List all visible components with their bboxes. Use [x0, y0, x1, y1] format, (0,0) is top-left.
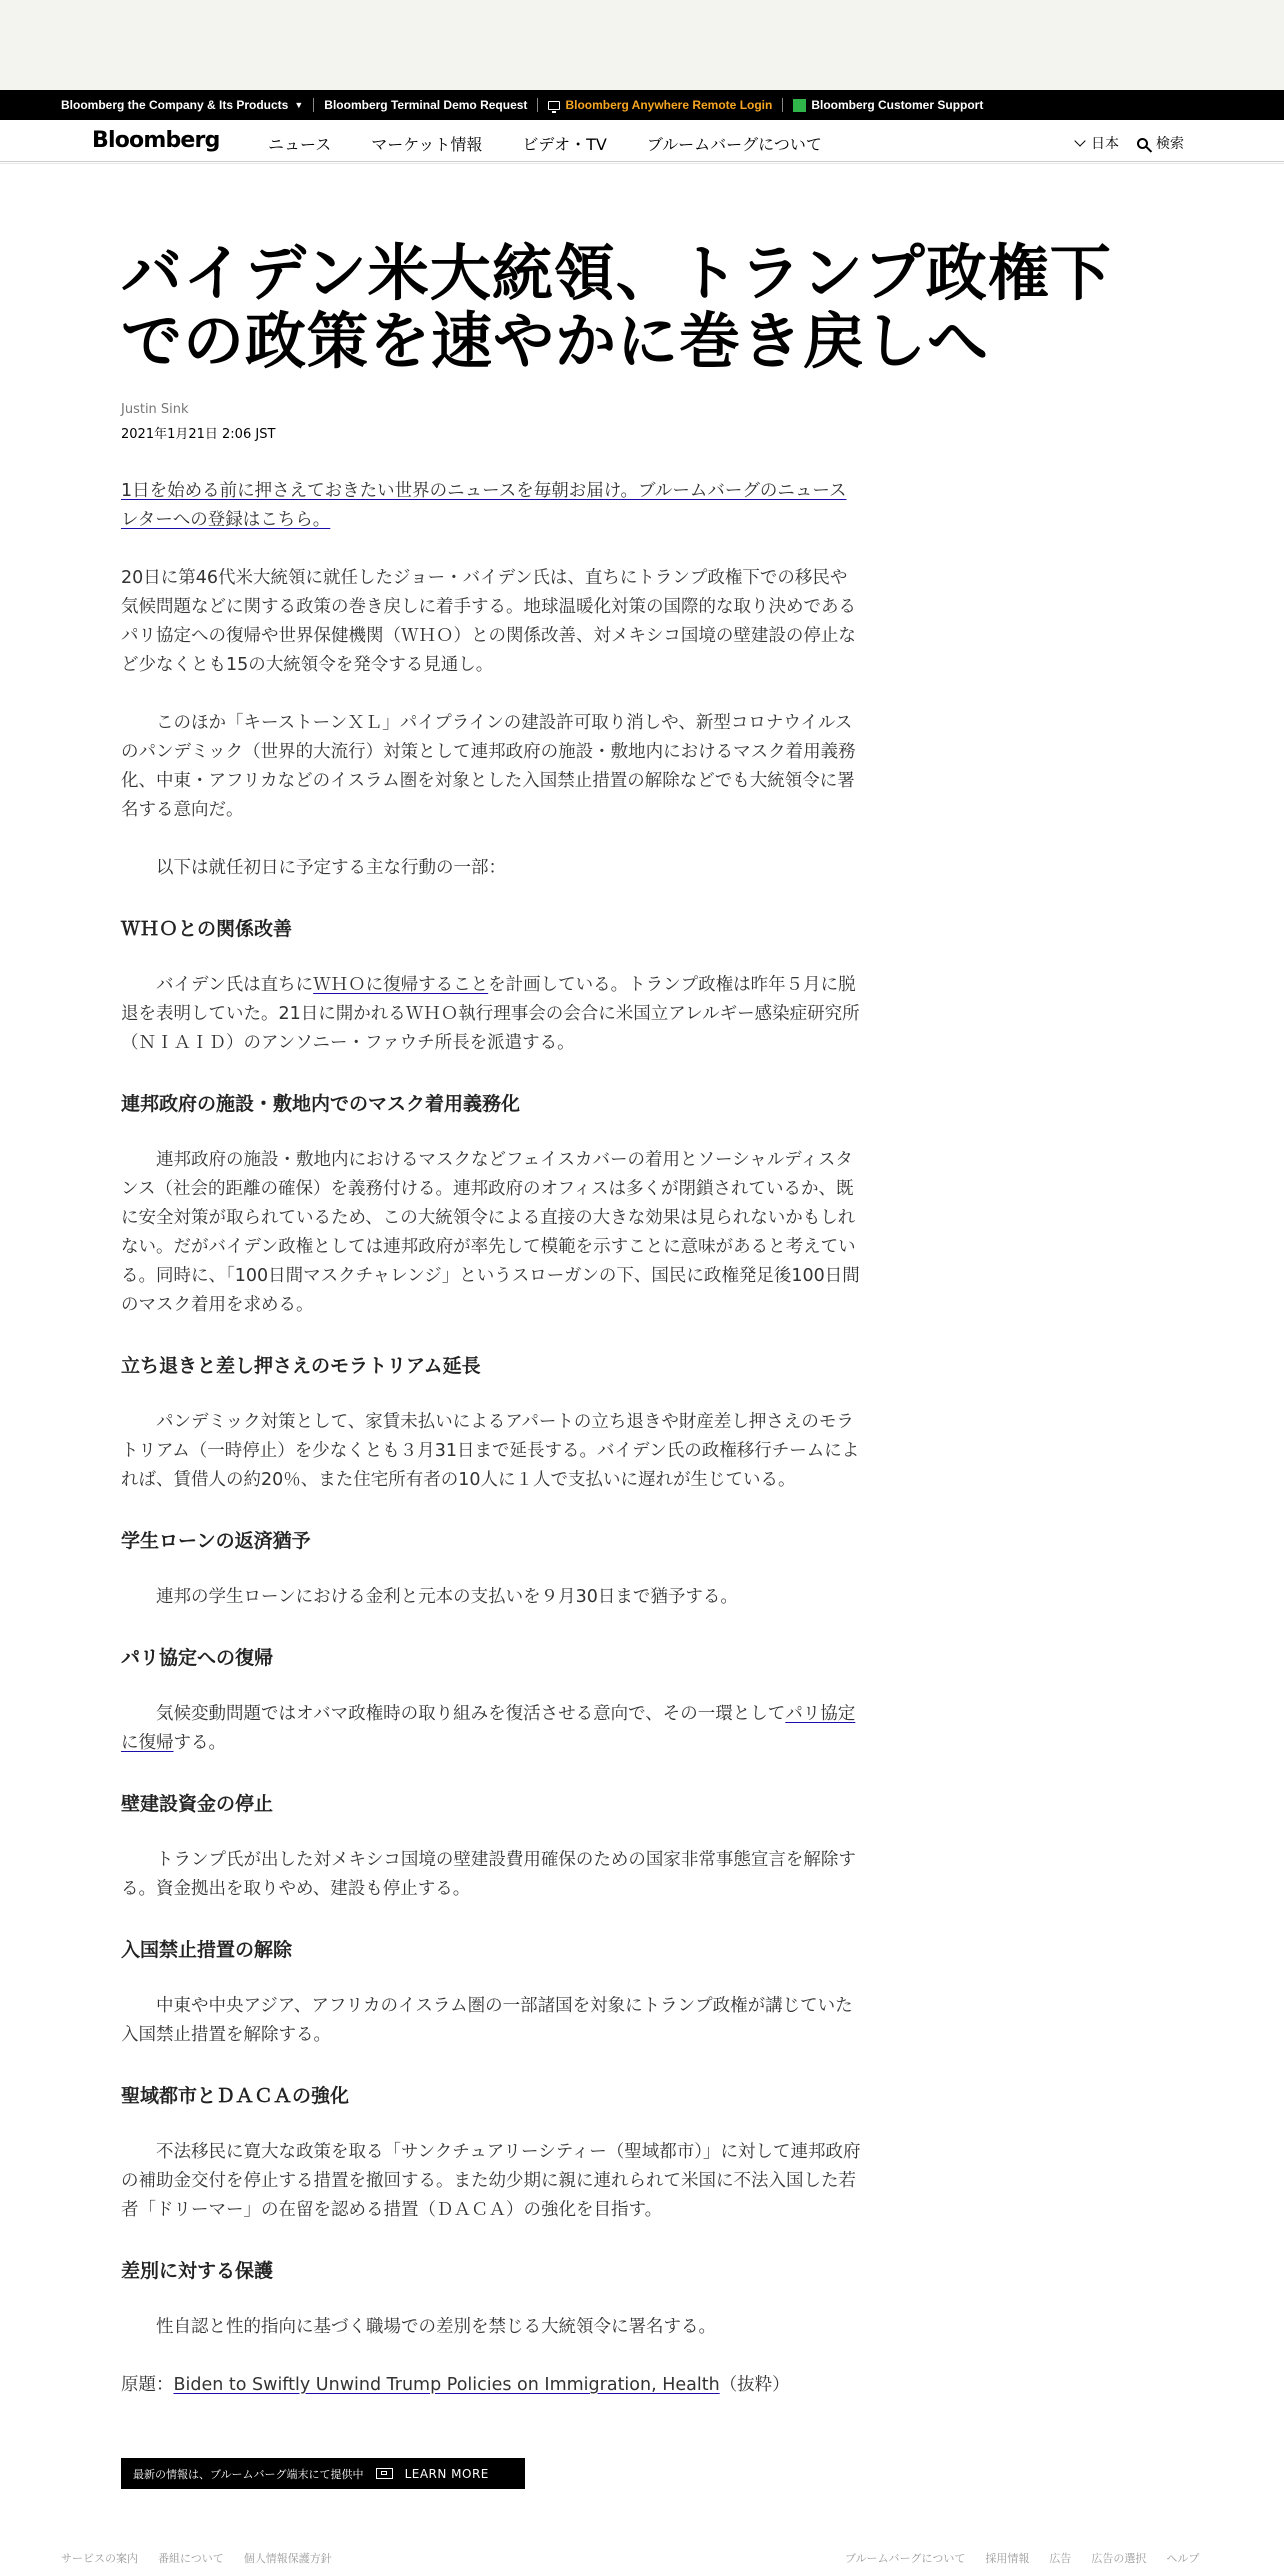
paragraph: 連邦の学生ローンにおける金利と元本の支払いを９月30日まで猶予する。	[156, 1587, 738, 1607]
main-navigation	[0, 120, 1284, 162]
paragraph: 中東や中央アジア、アフリカのイスラム圏の一部諸国を対象にトランプ政権が講じていた入国禁止措置を解除する。	[121, 1996, 853, 2045]
paragraph: 連邦政府の施設・敷地内におけるマスクなどフェイスカバーの着用とソーシャルディスタンス（社会的距離の確保）を義務付ける。連邦政府のオフィスは多くが閉鎖されているか、既に安全対策が取られているため、この大統領令による直接の大きな効果は見られないかもしれない。だがバイデン政権としては連邦政府が率先して模範を示すことに意味があると考えている。同時に、「100日間マスクチャレンジ」というスローガンの下、国民に政権発足後100日間のマスク着用を求める。	[121, 1150, 860, 1315]
nav-right	[1076, 133, 1184, 153]
terminal-icon	[548, 101, 560, 110]
divider	[782, 98, 783, 112]
divider	[313, 98, 314, 112]
footer-link[interactable]: ブルームバーグについて	[845, 2552, 966, 2565]
text: を計画している。トランプ政権は昨年５月に脱退を表明していた。21日に開かれるＷＨＯ執行理事会の会合に米国立アレルギー感染症研究所（ＮＩＡＩＤ）のアンソニー・ファウチ所長を派遣する。	[121, 975, 860, 1053]
nav-item-video-tv[interactable]: ビデオ・TV	[522, 135, 607, 154]
section-heading: 差別に対する保護	[121, 2260, 274, 2282]
publish-date: 2021年1月21日 2:06 JST	[121, 427, 276, 442]
section-heading: 聖域都市とＤＡＣＡの強化	[121, 2085, 350, 2107]
promo-text: 最新の情報は、ブルームバーグ端末にて提供中	[133, 2467, 364, 2481]
nav-item-markets[interactable]: マーケット情報	[371, 135, 483, 154]
paragraph	[121, 1700, 861, 1758]
author[interactable]: Justin Sink	[121, 402, 189, 417]
bloomberg-logo[interactable]: Bloomberg	[92, 128, 220, 153]
headline: バイデン米大統領、トランプ政権下での政策を速やかに巻き戻しへ	[121, 238, 1112, 377]
text: 気候変動問題ではオバマ政権時の取り組みを復活させる意向で、その一環として	[156, 1704, 786, 1724]
section-heading: ＷＨＯとの関係改善	[121, 918, 293, 940]
footer-left	[61, 2550, 332, 2566]
article	[121, 238, 1112, 2429]
paragraph: パンデミック対策として、家賃未払いによるアパートの立ち退きや財産差し押さえのモラトリアム（一時停止）を少なくとも３月31日まで延長する。バイデン氏の政権移行チームによれば、賃借人の約20％、また住宅所有者の10人に１人で支払いに遅れが生じている。	[121, 1412, 860, 1490]
footer-link[interactable]: 広告	[1049, 2552, 1072, 2565]
article-body	[121, 477, 861, 2400]
divider	[537, 98, 538, 112]
language-label: 日本	[1091, 136, 1119, 152]
footer-link[interactable]: 採用情報	[985, 2552, 1030, 2565]
section-heading: 連邦政府の施設・敷地内でのマスク着用義務化	[121, 1093, 521, 1115]
customer-support-label: Bloomberg Customer Support	[811, 98, 984, 112]
footer-link[interactable]: サービスの案内	[61, 2552, 138, 2565]
paragraph: 以下は就任初日に予定する主な行動の一部：	[156, 858, 506, 878]
learn-more-button[interactable]: LEARN MORE	[404, 2466, 489, 2481]
footer-link[interactable]: 広告の選択	[1091, 2552, 1147, 2565]
source-suffix: （抜粋）	[719, 2375, 790, 2395]
caret-down-icon: ▼	[294, 100, 304, 110]
corporate-bar	[0, 90, 1284, 120]
source-line	[121, 2371, 861, 2400]
anywhere-login-label: Bloomberg Anywhere Remote Login	[565, 98, 773, 112]
section-heading: 学生ローンの返済猶予	[121, 1530, 311, 1552]
support-icon	[793, 99, 806, 112]
paragraph: このほか「キーストーンＸＬ」パイプラインの建設許可取り消しや、新型コロナウイルスのパンデミック（世界的大流行）対策として連邦政府の施設・敷地内におけるマスク着用義務化、中東・アフリカなどのイスラム圏を対象とした入国禁止措置の解除などでも大統領令に署名する意向だ。	[121, 713, 856, 820]
nav-links	[268, 132, 822, 155]
newsletter-link[interactable]: 1日を始める前に押さえておきたい世界のニュースを毎朝お届け。ブルームバーグのニュースレターへの登録はこちら。	[121, 481, 847, 530]
nav-item-news[interactable]: ニュース	[268, 135, 332, 154]
who-link[interactable]: ＷＨＯに復帰すること	[313, 975, 489, 995]
section-heading: 壁建設資金の停止	[121, 1793, 274, 1815]
footer-link[interactable]: 個人情報保護方針	[243, 2552, 332, 2565]
paragraph: 性自認と性的指向に基づく職場での差別を禁じる大統領令に署名する。	[156, 2317, 716, 2337]
section-heading: 入国禁止措置の解除	[121, 1939, 293, 1961]
original-article-link[interactable]: Biden to Swiftly Unwind Trump Policies on Immigration, Health	[173, 2375, 720, 2395]
search-icon	[1137, 138, 1148, 149]
paragraph: 20日に第46代米大統領に就任したジョー・バイデン氏は、直ちにトランプ政権下での移民や気候問題などに関する政策の巻き戻しに着手する。地球温暖化対策の国際的な取り決めであるパリ協定への復帰や世界保健機関（ＷＨＯ）との関係改善、対メキシコ国境の壁建設の停止など少なくとも15の大統領令を発令する見通し。	[121, 568, 856, 675]
footer-right	[845, 2550, 1199, 2566]
section-heading: 立ち退きと差し押さえのモラトリアム延長	[121, 1355, 481, 1377]
company-products-label: Bloomberg the Company & Its Products	[61, 98, 289, 112]
paris-link[interactable]: パリ協定に復帰	[121, 1704, 856, 1753]
text: バイデン氏は直ちに	[156, 975, 314, 995]
anywhere-login-link[interactable]	[548, 98, 772, 112]
newsletter-paragraph	[121, 477, 861, 535]
footer	[0, 2548, 1284, 2568]
footer-link[interactable]: ヘルプ	[1166, 2552, 1200, 2565]
search-label: 検索	[1156, 136, 1184, 152]
source-prefix: 原題：	[121, 2375, 174, 2395]
language-selector[interactable]	[1076, 133, 1119, 153]
company-products-menu[interactable]	[61, 98, 303, 112]
footer-link[interactable]: 番組について	[158, 2552, 224, 2565]
terminal-icon	[376, 2468, 393, 2479]
paragraph: トランプ氏が出した対メキシコ国境の壁建設費用確保のための国家非常事態宣言を解除する。資金拠出を取りやめ、建設も停止する。	[121, 1850, 856, 1899]
paragraph	[121, 971, 861, 1058]
section-heading: パリ協定への復帰	[121, 1647, 274, 1669]
nav-item-about[interactable]: ブルームバーグについて	[646, 135, 822, 154]
paragraph: 不法移民に寛大な政策を取る「サンクチュアリーシティー（聖域都市）」に対して連邦政府の補助金交付を停止する措置を撤回する。また幼少期に親に連れられて米国に不法入国した若者「ドリーマー」の在留を認める措置（ＤＡＣＡ）の強化を目指す。	[121, 2142, 861, 2220]
ad-slot	[0, 0, 1284, 90]
search-button[interactable]	[1137, 133, 1184, 153]
chevron-down-icon	[1074, 135, 1085, 146]
terminal-demo-link[interactable]: Bloomberg Terminal Demo Request	[324, 98, 528, 112]
text: する。	[173, 1733, 226, 1753]
customer-support-link[interactable]	[793, 98, 983, 112]
terminal-promo-banner[interactable]	[121, 2458, 525, 2489]
